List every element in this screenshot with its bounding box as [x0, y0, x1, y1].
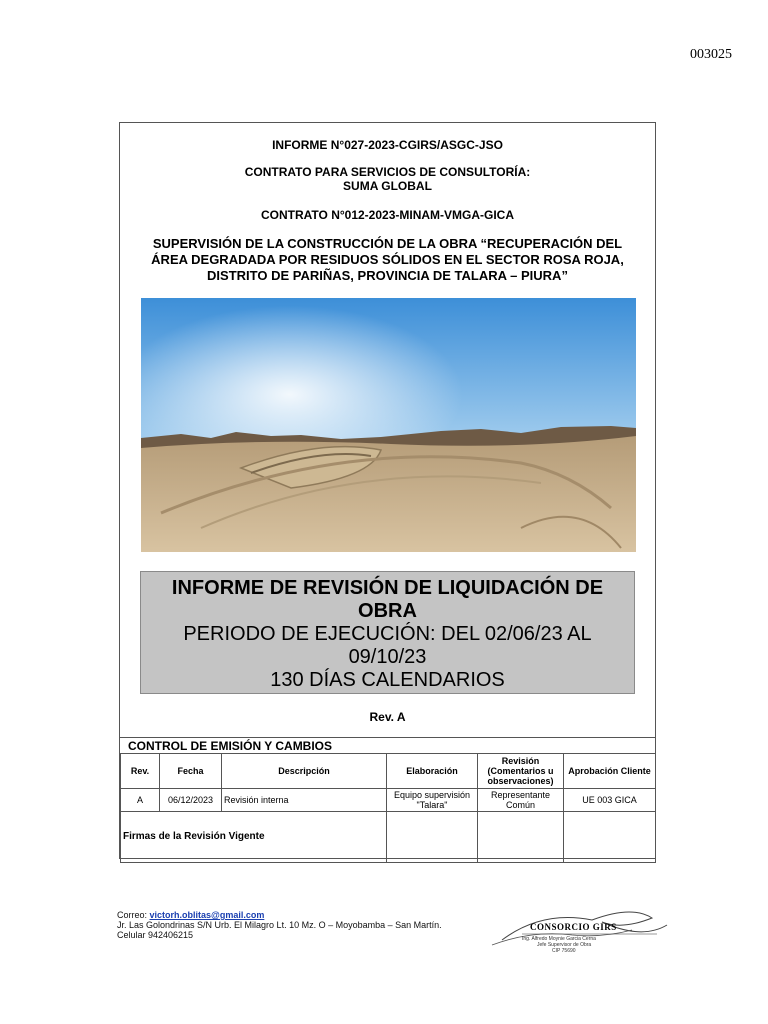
- email-link[interactable]: victorh.oblitas@gmail.com: [149, 910, 265, 920]
- cell-rev: A: [121, 789, 160, 812]
- period-line-2: 09/10/23: [348, 646, 427, 668]
- control-table: [120, 753, 656, 863]
- column-header: Aprobación Cliente: [564, 754, 656, 789]
- email-label: Correo:: [117, 910, 148, 920]
- column-header: Rev.: [121, 754, 160, 789]
- contract-sum: SUMA GLOBAL: [343, 179, 432, 193]
- signature-stamp: [482, 900, 674, 960]
- stamp-line-3: CIP 75690: [552, 948, 576, 954]
- column-header: Elaboración: [387, 754, 478, 789]
- cell-date: 06/12/2023: [160, 789, 222, 812]
- stamp-company: CONSORCIO GIRS: [530, 922, 617, 932]
- page-number: 003025: [690, 47, 732, 62]
- cell-description: Revisión interna: [222, 789, 387, 812]
- control-title: CONTROL DE EMISIÓN Y CAMBIOS: [120, 737, 655, 754]
- supervision-title: [120, 236, 655, 284]
- informe-number: INFORME N°027-2023-CGIRS/ASGC-JSO: [272, 138, 503, 152]
- report-title-box: [140, 571, 635, 694]
- signature-cell: [478, 812, 564, 863]
- signature-cell: [564, 812, 656, 863]
- report-title-line-2: OBRA: [358, 600, 417, 622]
- supervision-line-1: SUPERVISIÓN DE LA CONSTRUCCIÓN DE LA OBRA “RECUPERACIÓN DEL: [152, 236, 623, 251]
- report-title-line-1: INFORME DE REVISIÓN DE LIQUIDACIÓN DE: [171, 577, 604, 599]
- cover-frame: [119, 122, 656, 859]
- cell-approval: UE 003 GICA: [564, 789, 656, 812]
- site-photo: [141, 298, 636, 552]
- revision-label: Rev. A: [369, 710, 406, 724]
- column-header: Descripción: [222, 754, 387, 789]
- control-header-row: [121, 754, 656, 789]
- signatures-label: Firmas de la Revisión Vigente: [121, 812, 387, 863]
- signature-row: [121, 812, 656, 863]
- footer-phone: Celular 942406215: [117, 930, 194, 940]
- cell-elaboration: Equipo supervisión "Talara": [387, 789, 478, 812]
- supervision-line-2: ÁREA DEGRADADA POR RESIDUOS SÓLIDOS EN EL SECTOR ROSA ROJA,: [151, 252, 624, 267]
- column-header: Revisión (Comentarios u observaciones): [478, 754, 564, 789]
- table-row: [121, 789, 656, 812]
- footer: [117, 910, 442, 940]
- stamp-line-1: Ing. Alfredo Moynie Garcia Cerna: [522, 936, 596, 942]
- calendar-days: 130 DÍAS CALENDARIOS: [270, 669, 505, 691]
- contract-type: CONTRATO PARA SERVICIOS DE CONSULTORÍA:: [244, 165, 531, 179]
- footer-email-line: [117, 910, 442, 920]
- stamp-line-2: Jefe Supervisor de Obra: [537, 942, 592, 948]
- cell-review: Representante Común: [478, 789, 564, 812]
- signature-cell: [387, 812, 478, 863]
- period-line-1: PERIODO DE EJECUCIÓN: DEL 02/06/23 AL: [183, 623, 592, 645]
- column-header: Fecha: [160, 754, 222, 789]
- supervision-line-3: DISTRITO DE PARIÑAS, PROVINCIA DE TALARA – PIURA”: [207, 268, 568, 283]
- footer-address: Jr. Las Golondrinas S/N Urb. El Milagro Lt. 10 Mz. O – Moyobamba – San Martín.: [117, 920, 442, 930]
- contract-number: CONTRATO N°012-2023-MINAM-VMGA-GICA: [260, 208, 515, 222]
